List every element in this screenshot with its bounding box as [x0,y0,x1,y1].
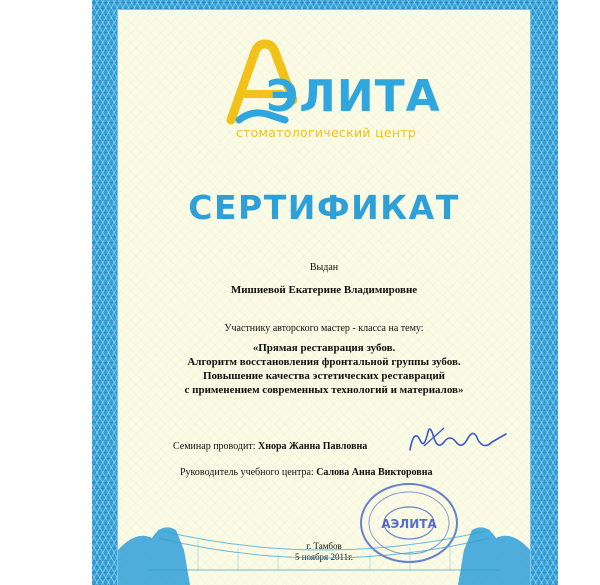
center-head-label: Руководитель учебного центра: [180,467,314,478]
logo-wordmark: ЭЛИТА [266,71,441,122]
topic-line: «Прямая реставрация зубов. [252,342,396,354]
topic-line: Алгоритм восстановления фронтальной группы зубов. [187,356,461,368]
topic-intro: Участнику авторского мастер - класса на тему: [224,323,424,334]
bridge-sphinx-decoration [118,10,530,585]
seminar-leader-name: Хнора Жанна Павловна [258,441,368,452]
center-head-name: Салова Анна Викторовна [316,467,433,478]
issue-date: 5 ноября 2011г. [294,552,354,562]
topic-line: с применением современных технологий и материалов» [184,384,464,396]
issued-label: Выдан [309,262,339,273]
certificate-paper [118,10,530,585]
recipient-name: Мишиевой Екатерине Владимировне [230,284,418,296]
logo-subtitle: стоматологический центр [235,125,417,140]
topic-line: Повышение качества эстетических реставраций [202,370,446,382]
stamp-text: АЭЛИТА [381,517,437,531]
seminar-leader-label: Семинар проводит: [173,441,256,452]
certificate-frame [92,0,558,585]
certificate-title: СЕРТИФИКАТ [188,188,460,227]
issue-city: г. Тамбов [306,541,342,551]
